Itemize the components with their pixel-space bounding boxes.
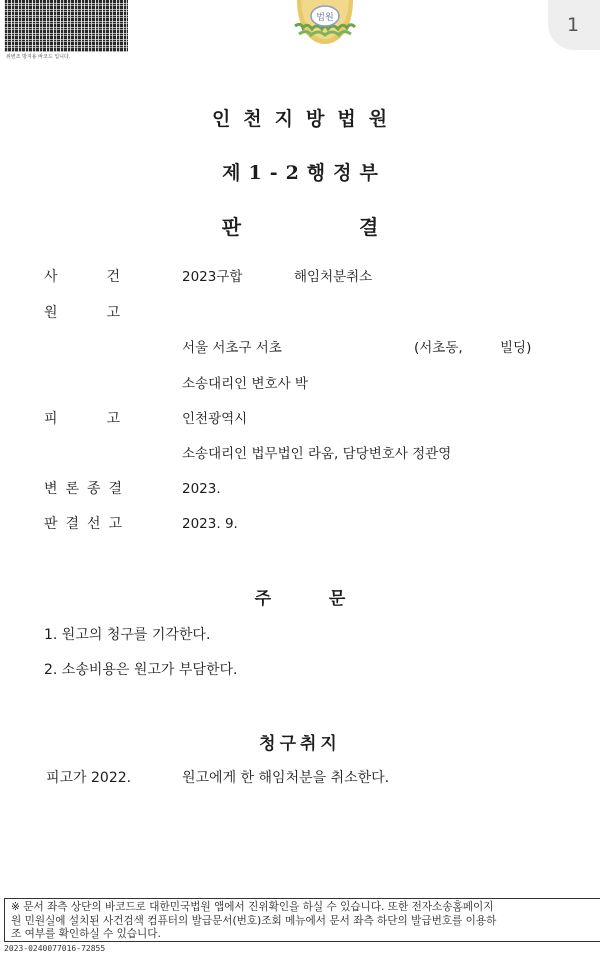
claim-date-prefix: 피고가 2022. [46,770,132,786]
plaintiff-label: 원 고 [44,305,120,321]
verification-notice [4,898,600,942]
case-number: 2023구합 [182,269,243,285]
ruling-date: 2023. 9. [182,516,238,532]
order-item: 1. 원고의 청구를 기각한다. [44,627,211,643]
case-label: 사 건 [44,269,120,285]
verification-barcode [4,0,128,52]
defendant-label: 피 고 [44,411,120,427]
plaintiff-address: 서울 서초구 서초 [182,340,282,356]
hearing-date: 2023. [182,481,221,497]
defendant-name: 인천광역시 [182,411,248,427]
barcode-caption: 위변조 방지용 바코드 입니다. [6,54,71,60]
hearing-label: 변 론 종 결 [44,481,122,497]
judgment-title-left: 판 [221,215,242,239]
court-division: 제1-2행정부 [222,162,386,184]
emblem-text: 법원 [316,13,334,23]
court-emblem-icon [289,0,361,46]
plaintiff-attorney: 소송대리인 변호사 박 [182,376,308,392]
plaintiff-address-dong: (서초동, [414,340,463,356]
plaintiff-address-building: 빌딩) [500,340,532,356]
order-heading: 주 문 [254,589,346,609]
claim-heading: 청구취지 [259,734,341,754]
court-name: 인천지방법원 [211,108,401,130]
notice-line: 조 여부를 확인하실 수 있습니다. [11,928,161,940]
judgment-title [0,211,600,240]
notice-line: ※ 문서 좌측 상단의 바코드로 대한민국법원 앱에서 진위확인을 하실 수 있습니다. 또한 전자소송홈페이지 [11,901,494,913]
judgment-title-right: 결 [358,215,379,239]
notice-line: 원 민원실에 설치된 사건검색 컴퓨터의 발급문서(번호)조회 메뉴에서 문서 좌측 하단의 발급번호를 이용하 [11,914,497,927]
order-item: 2. 소송비용은 원고가 부담한다. [44,662,238,678]
issue-number: 2023-0240077016-72855 [4,944,106,953]
case-name: 해임처분취소 [294,269,373,285]
page-number-badge [548,0,600,50]
page-number: 1 [566,14,580,36]
defendant-attorney: 소송대리인 법무법인 라움, 담당변호사 정관영 [182,446,452,462]
ruling-label: 판 결 선 고 [44,516,122,532]
claim-body: 원고에게 한 해임처분을 취소한다. [182,770,390,786]
